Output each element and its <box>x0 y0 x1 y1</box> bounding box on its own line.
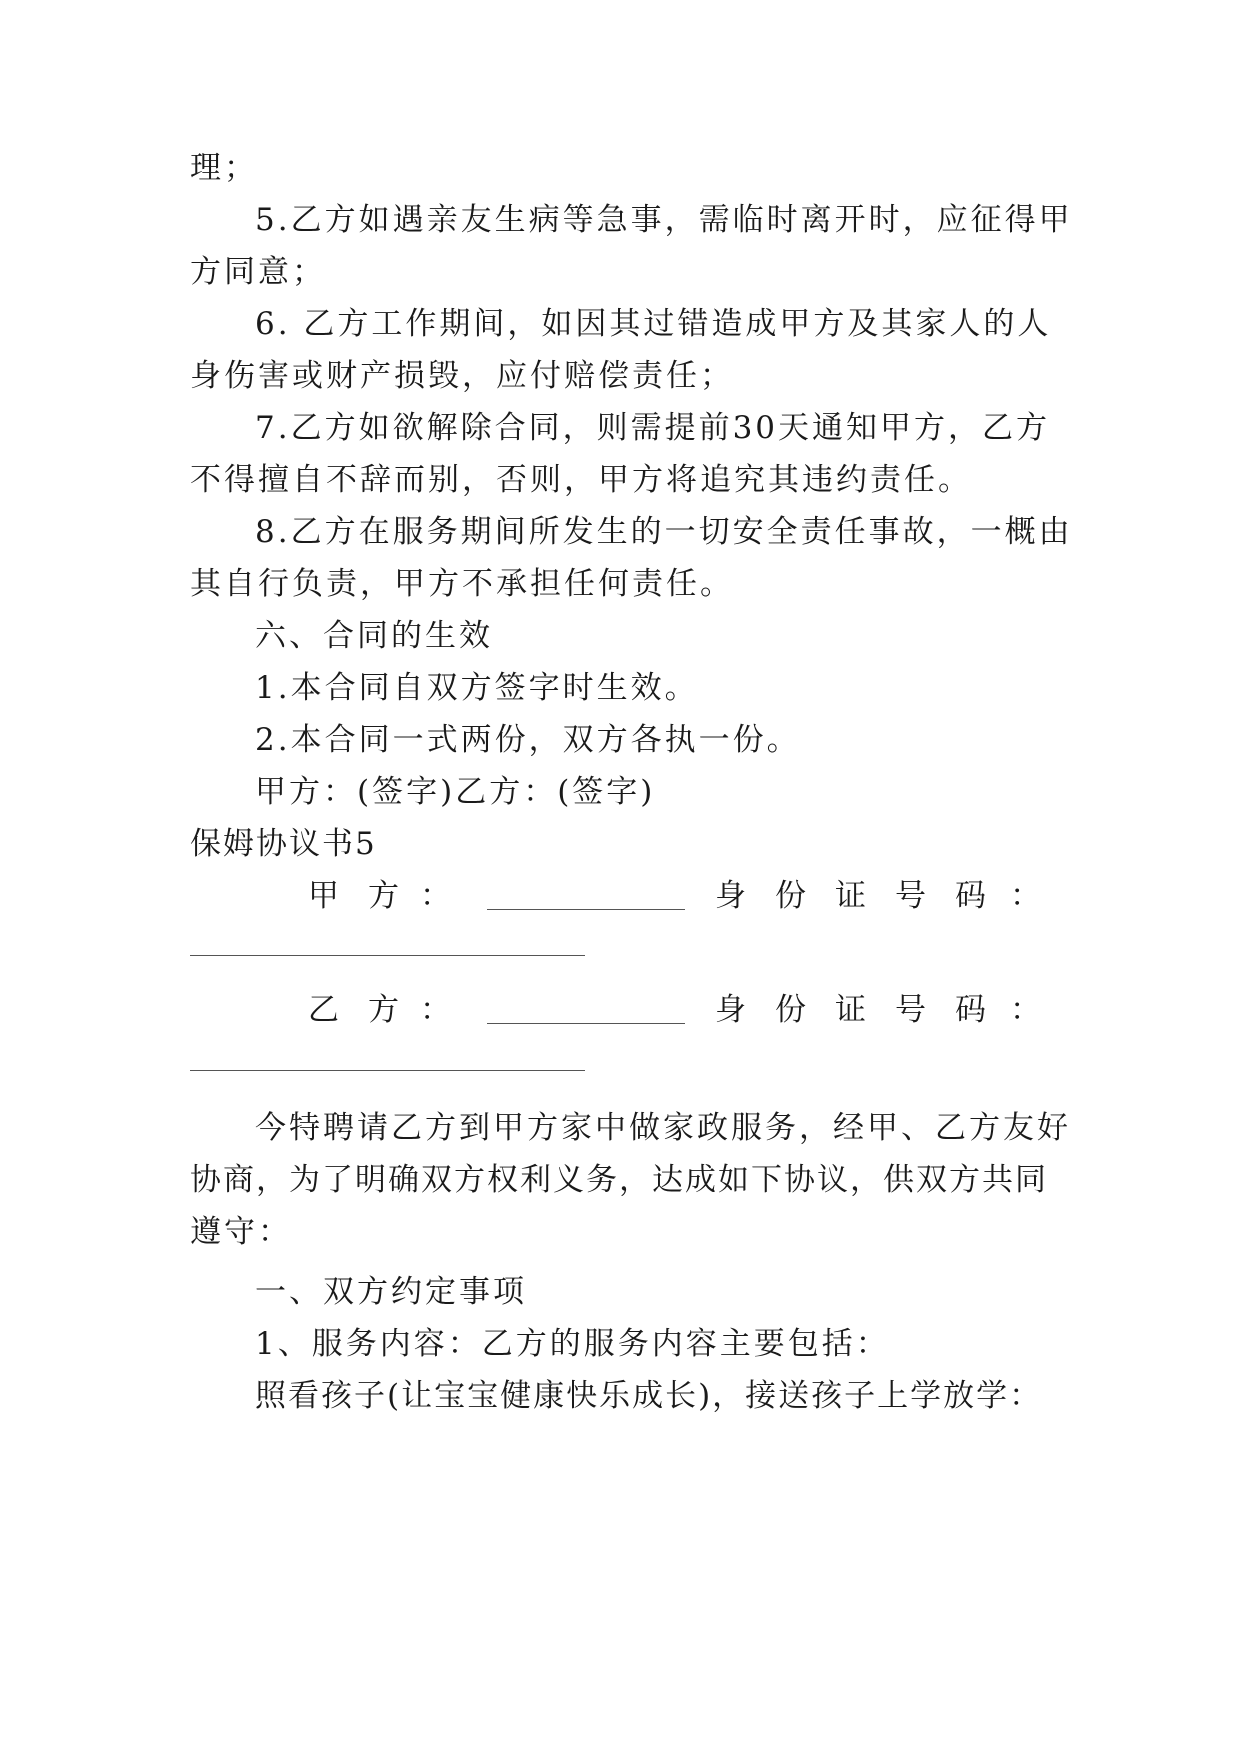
section-heading: 六、合同的生效 <box>255 618 493 654</box>
party-a-label-char: 方 <box>368 878 399 914</box>
signature-line: 甲方：(签字)乙方：(签字) <box>255 774 656 810</box>
text-line: 照看孩子(让宝宝健康快乐成长)，接送孩子上学放学： <box>255 1378 1043 1414</box>
party-b-id-char: 证 <box>835 992 866 1028</box>
party-a-id-char: 份 <box>775 878 806 914</box>
text-line: 不得擅自不辞而别，否则，甲方将追究其违约责任。 <box>190 462 972 498</box>
text-line: 遵守： <box>190 1214 292 1250</box>
text-line: 5.乙方如遇亲友生病等急事，需临时离开时，应征得甲 <box>255 202 1073 238</box>
party-a-id-char: 号 <box>895 878 926 914</box>
party-b-id-char: 身 <box>715 992 746 1028</box>
party-b-label-char: ： <box>420 992 451 1028</box>
party-b-label-char: 乙 <box>308 992 339 1028</box>
section-heading: 一、双方约定事项 <box>255 1274 527 1310</box>
party-a-id-char: 身 <box>715 878 746 914</box>
party-b-id-blank <box>190 1070 585 1071</box>
document-title: 保姆协议书5 <box>190 826 377 862</box>
text-line: 身伤害或财产损毁，应付赔偿责任； <box>190 358 734 394</box>
text-line: 方同意； <box>190 254 326 290</box>
text-line: 1.本合同自双方签字时生效。 <box>255 670 699 706</box>
text-line: 1、服务内容：乙方的服务内容主要包括： <box>255 1326 890 1362</box>
text-line: 协商，为了明确双方权利义务，达成如下协议，供双方共同 <box>190 1162 1048 1198</box>
party-b-id-char: ： <box>1010 992 1041 1028</box>
party-a-name-blank <box>487 909 685 910</box>
text-line: 理； <box>190 150 258 186</box>
party-b-id-char: 份 <box>775 992 806 1028</box>
party-a-id-char: 证 <box>835 878 866 914</box>
text-line: 今特聘请乙方到甲方家中做家政服务，经甲、乙方友好 <box>255 1110 1071 1146</box>
party-a-id-blank <box>190 955 585 956</box>
party-b-name-blank <box>487 1023 685 1024</box>
text-line: 8.乙方在服务期间所发生的一切安全责任事故，一概由 <box>255 514 1073 550</box>
party-b-id-char: 码 <box>955 992 986 1028</box>
text-line: 7.乙方如欲解除合同，则需提前30天通知甲方，乙方 <box>255 410 1051 446</box>
party-b-id-char: 号 <box>895 992 926 1028</box>
text-line: 其自行负责，甲方不承担任何责任。 <box>190 566 734 602</box>
party-b-label-char: 方 <box>368 992 399 1028</box>
party-a-label-char: ： <box>420 878 451 914</box>
text-line: 2.本合同一式两份，双方各执一份。 <box>255 722 801 758</box>
party-a-label-char: 甲 <box>308 878 339 914</box>
party-a-id-char: 码 <box>955 878 986 914</box>
text-line: 6. 乙方工作期间，如因其过错造成甲方及其家人的人 <box>255 306 1052 342</box>
party-a-id-char: ： <box>1010 878 1041 914</box>
